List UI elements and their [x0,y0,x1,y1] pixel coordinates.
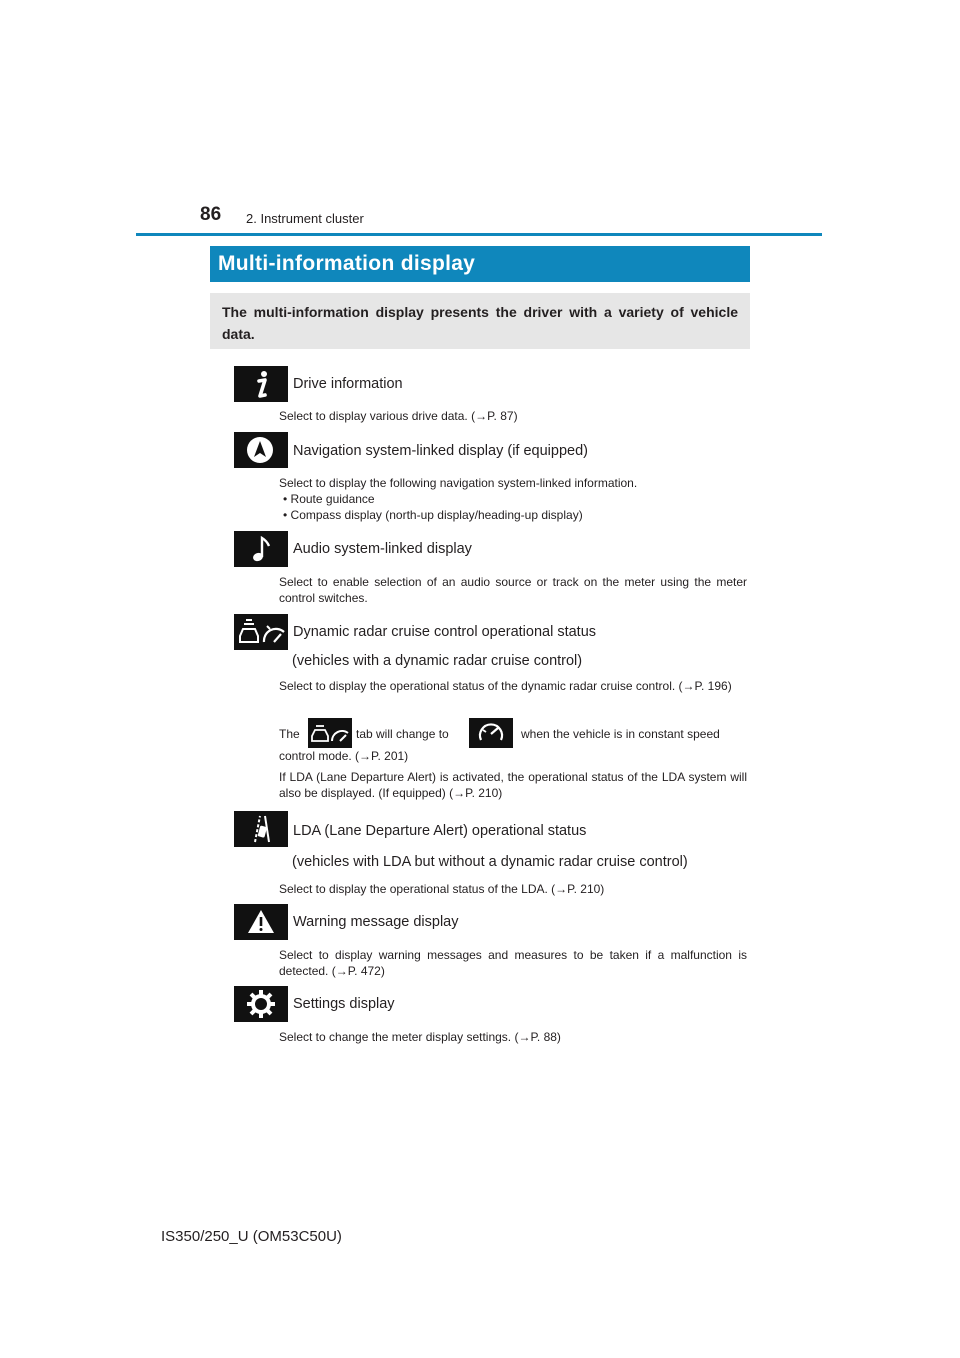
item-title-audio: Audio system-linked display [293,541,472,557]
item-desc-lda: Select to display the operational status of the LDA. (→P. 210) [279,882,605,896]
note-mid: tab will change to [356,727,449,741]
item-title-navigation: Navigation system-linked display (if equipped) [293,443,588,459]
page-number: 86 [200,204,222,225]
header-rule [136,233,822,236]
lda-note: If LDA (Lane Departure Alert) is activated, the operational status of the LDA system will also be displayed. (If equipped) (→P. 210) [279,770,747,800]
constant-speed-tab-icon [469,718,513,748]
note-end: when the vehicle is in constant speed [521,727,720,741]
item-desc-warning: Select to display warning messages and measures to be taken if a malfunction is detected. (→P. 472) [279,948,747,978]
radar-cruise-icon [234,614,288,650]
navigation-icon [234,432,288,468]
item-desc-audio: Select to enable selection of an audio source or track on the meter using the meter control switches. [279,575,747,605]
lda-icon [234,811,288,847]
item-title-settings: Settings display [293,996,395,1012]
footer-model: IS350/250_U (OM53C50U) [161,1228,342,1245]
info-icon [234,366,288,402]
item-desc-settings: Select to change the meter display settings. (→P. 88) [279,1030,561,1044]
bullet-route-guidance: • Route guidance [283,492,375,506]
item-desc-radar-cruise: Select to display the operational status of the dynamic radar cruise control. (→P. 196) [279,679,732,693]
item-title-lda: LDA (Lane Departure Alert) operational status [293,823,587,839]
chapter-title: 2. Instrument cluster [246,211,364,226]
item-title-drive-information: Drive information [293,376,403,392]
radar-cruise-tab-icon [308,718,352,748]
section-title: Multi-information display [210,246,750,282]
note-the: The [279,727,300,741]
warning-icon [234,904,288,940]
item-desc-drive-information: Select to display various drive data. (→P. 87) [279,409,518,423]
note-line2: control mode. (→P. 201) [279,749,409,763]
item-title-warning: Warning message display [293,914,459,930]
item-title-radar-cruise: Dynamic radar cruise control operational status [293,624,597,640]
gear-icon [234,986,288,1022]
item-desc-navigation: Select to display the following navigation system-linked information. [279,476,638,490]
item-subtitle-radar-cruise: (vehicles with a dynamic radar cruise control) [292,653,583,669]
item-subtitle-lda: (vehicles with LDA but without a dynamic radar cruise control) [292,854,688,870]
music-note-icon [234,531,288,567]
bullet-compass-display: • Compass display (north-up display/heading-up display) [283,508,583,522]
intro-box: The multi-information display presents the driver with a variety of vehicle data. [210,293,750,349]
